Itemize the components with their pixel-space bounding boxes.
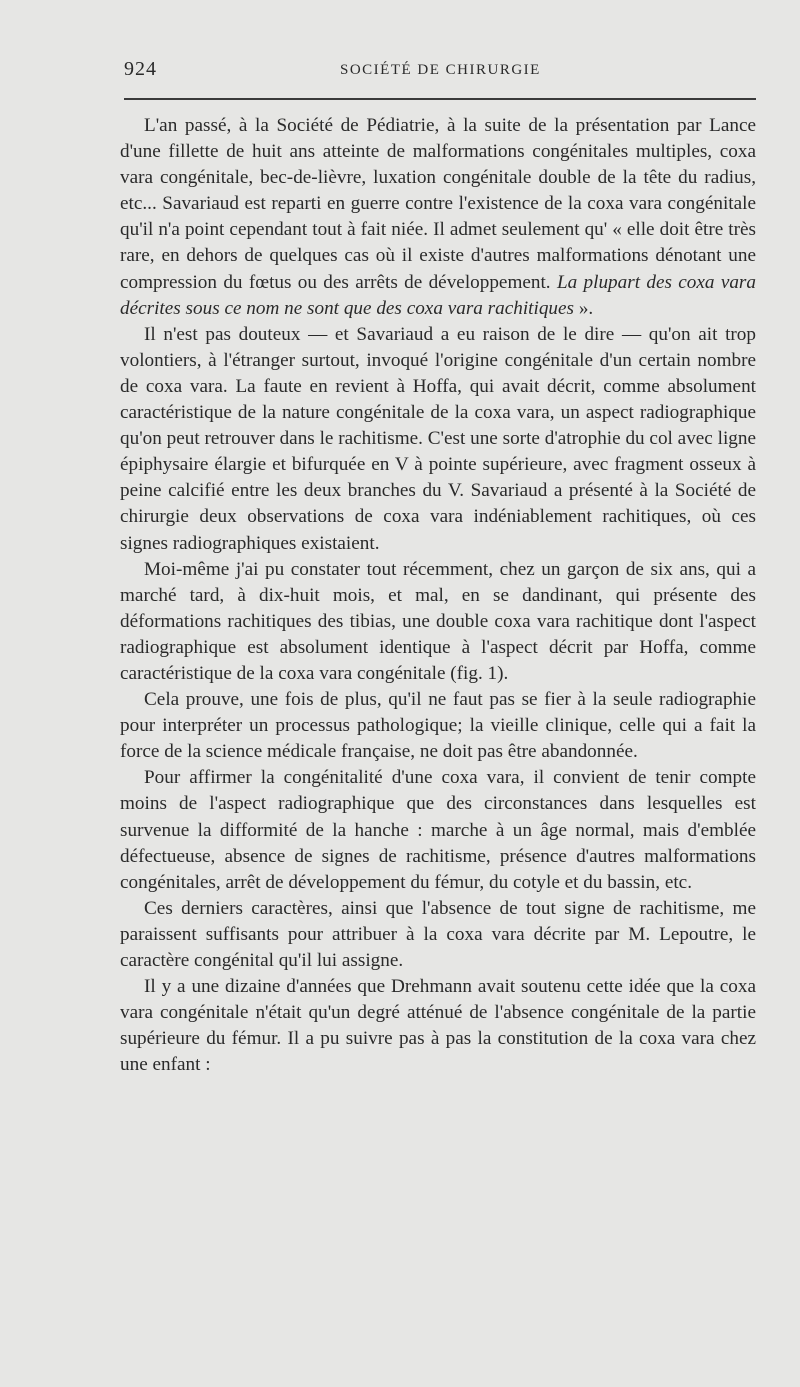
paragraph: Ces derniers caractères, ainsi que l'absence de tout signe de rachitisme, me paraissent suffisants pour attribuer à la coxa vara décrite par M. Lepoutre, le caractère congénital qu'il lui assigne. <box>120 897 756 971</box>
running-head: SOCIÉTÉ DE CHIRURGIE <box>340 62 541 78</box>
paragraph <box>120 113 756 322</box>
paragraph-tail: ». <box>574 297 594 319</box>
header-rule <box>124 98 756 100</box>
page-header <box>124 58 754 88</box>
page-number: 924 <box>124 58 157 80</box>
paragraph: Il y a une dizaine d'années que Drehmann avait soutenu cette idée que la coxa vara congénitale n'était qu'un degré atténué de l'absence congénitale de la partie supérieure du fémur. Il a pu suivre pas à pas la constitution de la coxa vara chez une enfant : <box>120 976 756 1076</box>
paragraph: Pour affirmer la congénitalité d'une coxa vara, il convient de tenir compte moins de l'aspect radiographique que des circonstances dans lesquelles est survenue la difformité de la hanche : marche à un âge normal, mais d'emblée défectueuse, absence de signes de rachitisme, présence d'autres malformations congénitales, arrêt de développement du fémur, du cotyle et du bassin, etc. <box>120 767 756 893</box>
paragraph: Il n'est pas douteux — et Savariaud a eu raison de le dire — qu'on ait trop volontiers, à l'étranger surtout, invoqué l'origine congénitale d'un certain nombre de coxa vara. La faute en revient à Hoffa, qui avait décrit, comme absolument caractéristique de la nature congénitale de la coxa vara, un aspect radiographique qu'on peut retrouver dans le rachitisme. C'est une sorte d'atrophie du col avec ligne épiphysaire élargie et bifurquée en V à pointe supérieure, avec fragment osseux à peine calcifié entre les deux branches du V. Savariaud a présenté à la Société de chirurgie deux observations de coxa vara indéniablement rachitiques, où ces signes radiographiques existaient. <box>120 323 756 554</box>
body-text <box>120 113 756 1078</box>
paragraph: Moi-même j'ai pu constater tout récemment, chez un garçon de six ans, qui a marché tard, à dix-huit mois, et mal, en se dandinant, qui présente des déformations rachitiques des tibias, une double coxa vara rachitique dont l'aspect radiographique est absolument identique à l'aspect décrit par Hoffa, comme caractéristique de la coxa vara congénitale (fig. 1). <box>120 558 756 684</box>
italic-quote: La plupart des coxa vara décrites sous ce nom ne sont que des coxa vara rachitiques <box>120 271 756 319</box>
paragraph-text: L'an passé, à la Société de Pédiatrie, à la suite de la présentation par Lance d'une fillette de huit ans atteinte de malformations congénitales multiples, coxa vara congénitale, bec-de-lièvre, luxation congénitale double de la tête du radius, etc... Savariaud est reparti en guerre contre l'existence de la coxa vara congénitale qu'il n'a point cependant tout à fait niée. Il admet seulement qu' « elle doit être très rare, en dehors de quelques cas où il existe d'autres malformations dénotant une compression du fœtus ou des arrêts de développement. <box>120 115 756 293</box>
paragraph: Cela prouve, une fois de plus, qu'il ne faut pas se fier à la seule radiographie pour interpréter un processus pathologique; la vieille clinique, celle qui a fait la force de la science médicale française, ne doit pas être abandonnée. <box>120 689 756 763</box>
